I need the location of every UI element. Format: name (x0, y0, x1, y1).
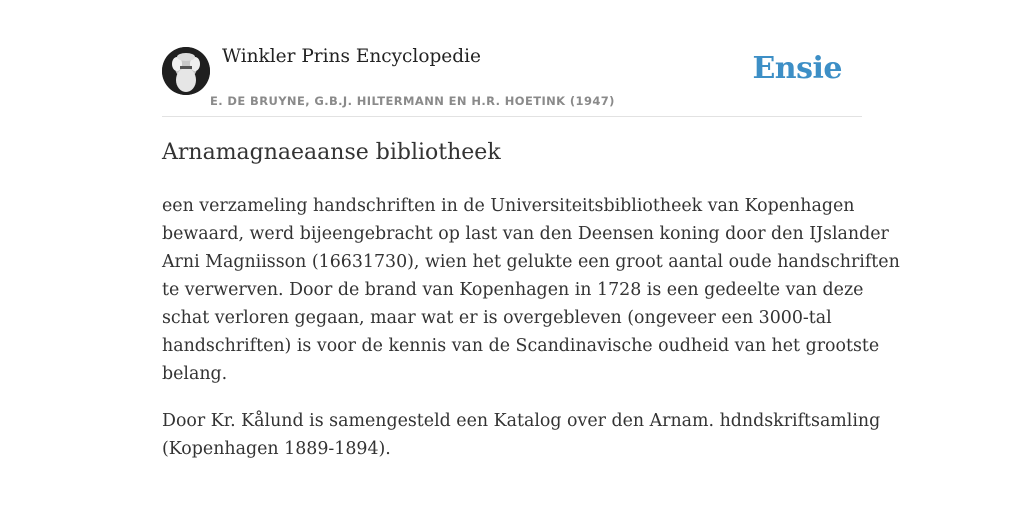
author-portrait-icon (162, 47, 210, 95)
author-avatar[interactable] (162, 47, 210, 95)
header (162, 0, 862, 117)
article-paragraph (162, 407, 881, 463)
paragraph-line: te verwerven. Door de brand van Kopenhagen in 1728 is een gedeelte van deze (162, 280, 864, 300)
article-title: Arnamagnaeaanse bibliotheek (162, 140, 501, 165)
paragraph-line: Arni Magniisson (16631730), wien het gelukte een groot aantal oude handschriften (162, 252, 900, 272)
paragraph-line: bewaard, werd bijeengebracht op last van den Deensen koning door den IJslander (162, 224, 889, 244)
article-body (162, 192, 900, 482)
paragraph-line: handschriften) is voor de kennis van de Scandinavische oudheid van het grootste (162, 336, 880, 356)
paragraph-line: Door Kr. Kålund is samengesteld een Katalog over den Arnam. hdndskriftsamling (162, 411, 881, 431)
article-card (162, 0, 900, 512)
paragraph-line: schat verloren gegaan, maar wat er is overgebleven (ongeveer een 3000-tal (162, 308, 832, 328)
authors-line: E. DE BRUYNE, G.B.J. HILTERMANN EN H.R. HOETINK (1947) (210, 94, 615, 108)
encyclopedia-title[interactable]: Winkler Prins Encyclopedie (222, 46, 481, 67)
ensie-logo[interactable]: Ensie (752, 51, 842, 86)
paragraph-line: (Kopenhagen 1889-1894). (162, 439, 391, 459)
article-paragraph (162, 192, 900, 388)
paragraph-line: een verzameling handschriften in de Universiteitsbibliotheek van Kopenhagen (162, 196, 855, 216)
paragraph-line: belang. (162, 364, 228, 384)
